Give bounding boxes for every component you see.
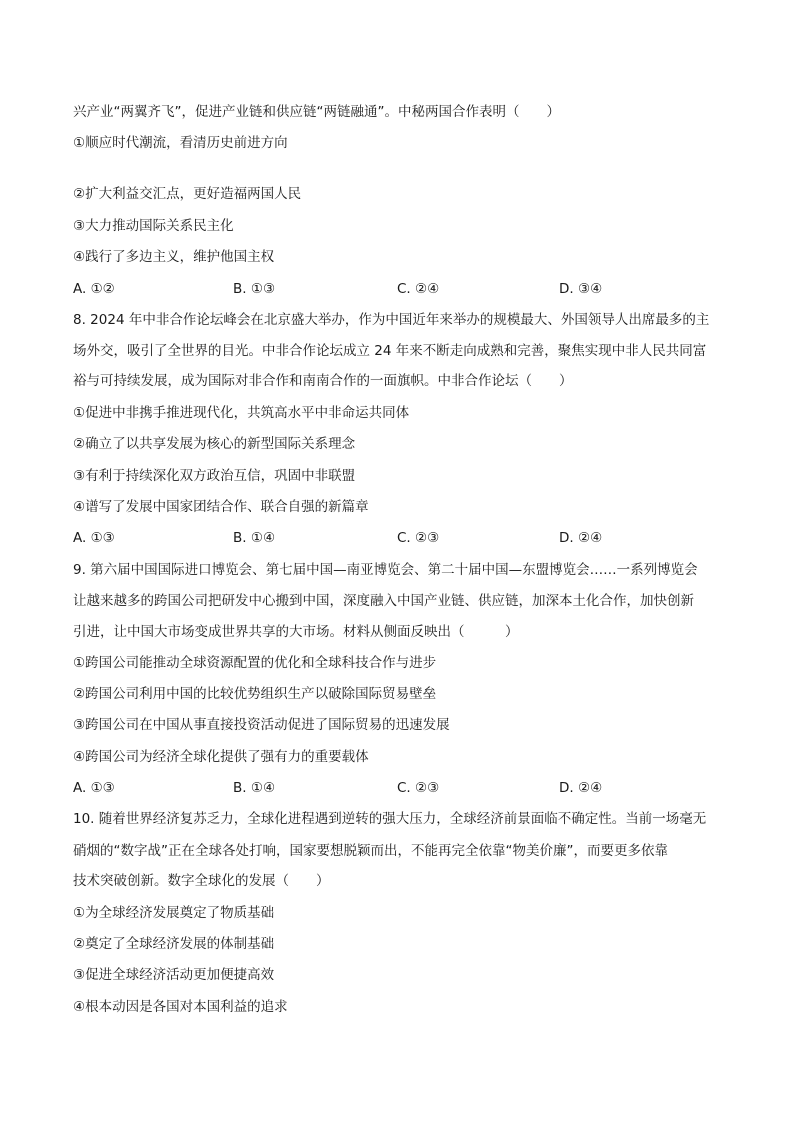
q8-stem-line-1: 8. 2024 年中非合作论坛峰会在北京盛大举办，作为中国近年来举办的规模最大、外国领导人出席最多的主 [73, 312, 710, 328]
q10-item-1: ①为全球经济发展奠定了物质基础 [73, 905, 275, 921]
q7-option-d: D. ③④ [559, 281, 603, 297]
q9-item-3: ③跨国公司在中国从事直接投资活动促进了国际贸易的迅速发展 [73, 717, 450, 733]
q10-item-2: ②奠定了全球经济发展的体制基础 [73, 936, 275, 952]
q7-item-4: ④践行了多边主义，维护他国主权 [73, 249, 275, 265]
q7-option-b: B. ①③ [233, 281, 276, 297]
q8-item-3: ③有利于持续深化双方政治互信，巩固中非联盟 [73, 468, 356, 484]
q7-option-c: C. ②④ [397, 281, 440, 297]
q7-item-2: ②扩大利益交汇点，更好造福两国人民 [73, 186, 302, 202]
q9-options [73, 779, 733, 797]
q8-option-b: B. ①④ [233, 530, 276, 546]
q8-option-c: C. ②③ [397, 530, 440, 546]
q9-stem-line-3: 引进，让中国大市场变成世界共享的大市场。材料从侧面反映出（ ） [73, 624, 519, 640]
q9-item-2: ②跨国公司利用中国的比较优势组织生产以破除国际贸易壁垒 [73, 686, 437, 702]
q9-item-1: ①跨国公司能推动全球资源配置的优化和全球科技合作与进步 [73, 655, 437, 671]
q10-stem-line-2: 硝烟的“数字战”正在全球各处打响，国家要想脱颖而出，不能再完全依靠“物美价廉”，而要更多依靠 [73, 843, 668, 859]
q7-item-1: ①顺应时代潮流，看清历史前进方向 [73, 135, 288, 151]
q7-options [73, 280, 733, 298]
q8-stem-line-2: 场外交，吸引了全世界的目光。中非合作论坛成立 24 年来不断走向成熟和完善，聚焦实现中非人民共同富 [73, 343, 707, 359]
q7-stem-tail: 兴产业“两翼齐飞”，促进产业链和供应链“两链融通”。中秘两国合作表明（ ） [73, 104, 560, 120]
q8-item-2: ②确立了以共享发展为核心的新型国际关系理念 [73, 436, 356, 452]
q9-item-4: ④跨国公司为经济全球化提供了强有力的重要载体 [73, 749, 369, 765]
q9-option-a: A. ①③ [73, 780, 115, 796]
q8-option-d: D. ②④ [559, 530, 603, 546]
q8-options [73, 529, 733, 547]
q8-stem-line-3: 裕与可持续发展，成为国际对非合作和南南合作的一面旗帜。中非合作论坛（ ） [73, 373, 573, 389]
q8-item-4: ④谱写了发展中国家团结合作、联合自强的新篇章 [73, 499, 369, 515]
q10-item-4: ④根本动因是各国对本国利益的追求 [73, 999, 288, 1015]
q7-option-a: A. ①② [73, 281, 115, 297]
q9-option-b: B. ①④ [233, 780, 276, 796]
q10-stem-line-3: 技术突破创新。数字全球化的发展（ ） [73, 873, 330, 889]
q9-option-d: D. ②④ [559, 780, 603, 796]
q10-item-3: ③促进全球经济活动更加便捷高效 [73, 967, 275, 983]
q8-item-1: ①促进中非携手推进现代化，共筑高水平中非命运共同体 [73, 405, 410, 421]
q9-stem-line-2: 让越来越多的跨国公司把研发中心搬到中国，深度融入中国产业链、供应链，加深本土化合作，加快创新 [73, 593, 694, 609]
q10-stem-line-1: 10. 随着世界经济复苏乏力，全球化进程遇到逆转的强大压力，全球经济前景面临不确定性。当前一场毫无 [73, 811, 707, 827]
q8-option-a: A. ①③ [73, 530, 115, 546]
q9-stem-line-1: 9. 第六届中国国际进口博览会、第七届中国—南亚博览会、第二十届中国—东盟博览会……一系列博览会 [73, 562, 698, 578]
q7-item-3: ③大力推动国际关系民主化 [73, 218, 234, 234]
q9-option-c: C. ②③ [397, 780, 440, 796]
